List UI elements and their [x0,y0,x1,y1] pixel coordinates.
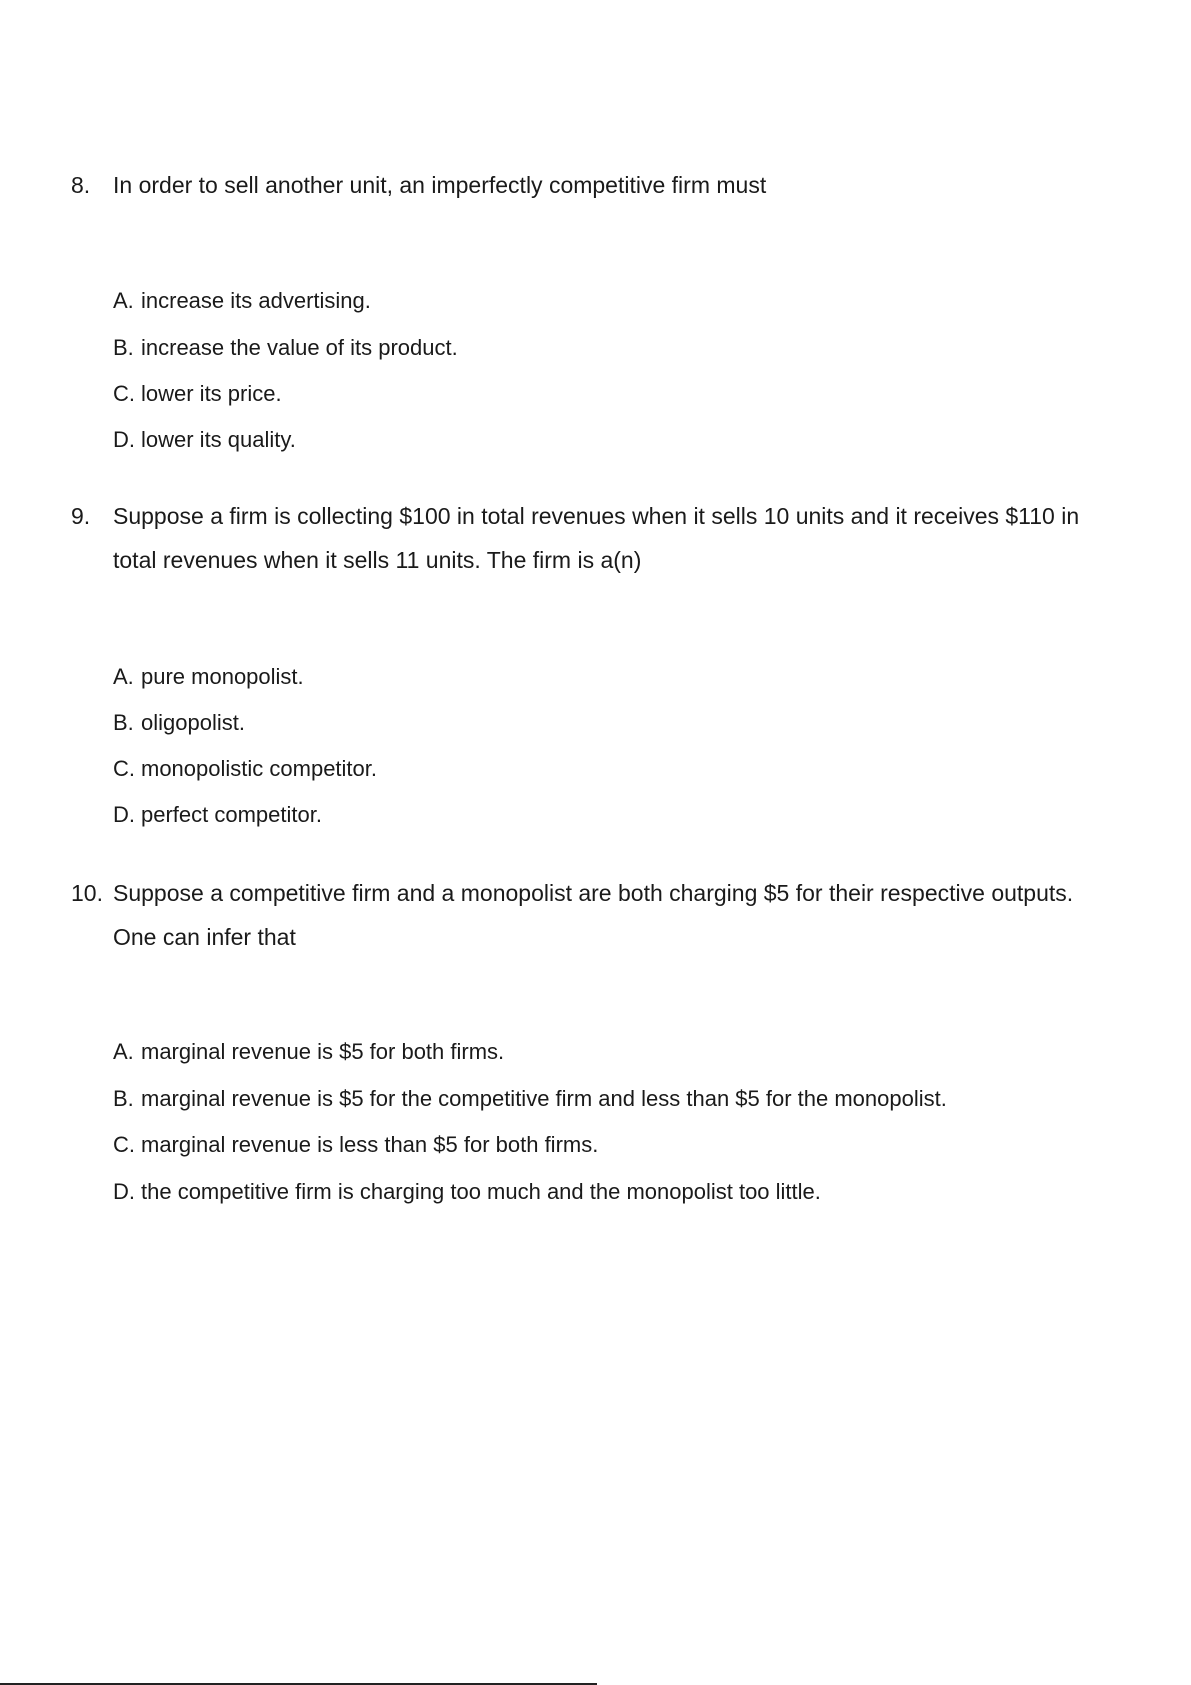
option-letter: C. [113,381,135,406]
option-letter: C. [113,1132,135,1157]
option-c [113,379,282,409]
option-letter: B. [113,710,134,735]
option-c [113,754,377,784]
option-a [113,286,371,316]
option-d [113,1177,821,1207]
option-letter: A. [113,664,134,689]
option-text: lower its quality. [141,427,296,452]
option-letter: A. [113,1039,134,1064]
option-a [113,1037,504,1067]
option-text: marginal revenue is $5 for both firms. [141,1039,505,1064]
question-text: In order to sell another unit, an imperfectly competitive firm must [113,172,767,198]
option-text: increase its advertising. [141,288,371,313]
option-letter: D. [113,1179,135,1204]
option-b [113,1084,947,1114]
option-d [113,425,296,455]
question-text: Suppose a firm is collecting $100 in total revenues when it sells 10 units and it receives $110 in total revenues when it sells 11 units. The firm is a(n) [113,503,1080,573]
option-letter: A. [113,288,134,313]
option-text: the competitive firm is charging too much and the monopolist too little. [141,1179,821,1204]
option-text: marginal revenue is $5 for the competitive firm and less than $5 for the monopolist. [141,1086,947,1111]
question-number: 9. [71,503,91,529]
option-letter: D. [113,427,135,452]
option-text: oligopolist. [141,710,245,735]
option-text: marginal revenue is less than $5 for both firms. [141,1132,599,1157]
option-text: monopolistic competitor. [141,756,377,781]
option-text: perfect competitor. [141,802,322,827]
option-letter: D. [113,802,135,827]
option-letter: C. [113,756,135,781]
option-a [113,662,304,692]
option-b [113,333,458,363]
option-c [113,1130,598,1160]
option-b [113,708,245,738]
option-letter: B. [113,335,134,360]
question-number: 10. [71,880,103,906]
option-text: increase the value of its product. [141,335,458,360]
option-d [113,800,322,830]
option-text: lower its price. [141,381,282,406]
option-text: pure monopolist. [141,664,304,689]
question-number: 8. [71,172,91,198]
question-text: Suppose a competitive firm and a monopolist are both charging $5 for their respective outputs. One can infer that [113,880,1074,950]
option-letter: B. [113,1086,134,1111]
